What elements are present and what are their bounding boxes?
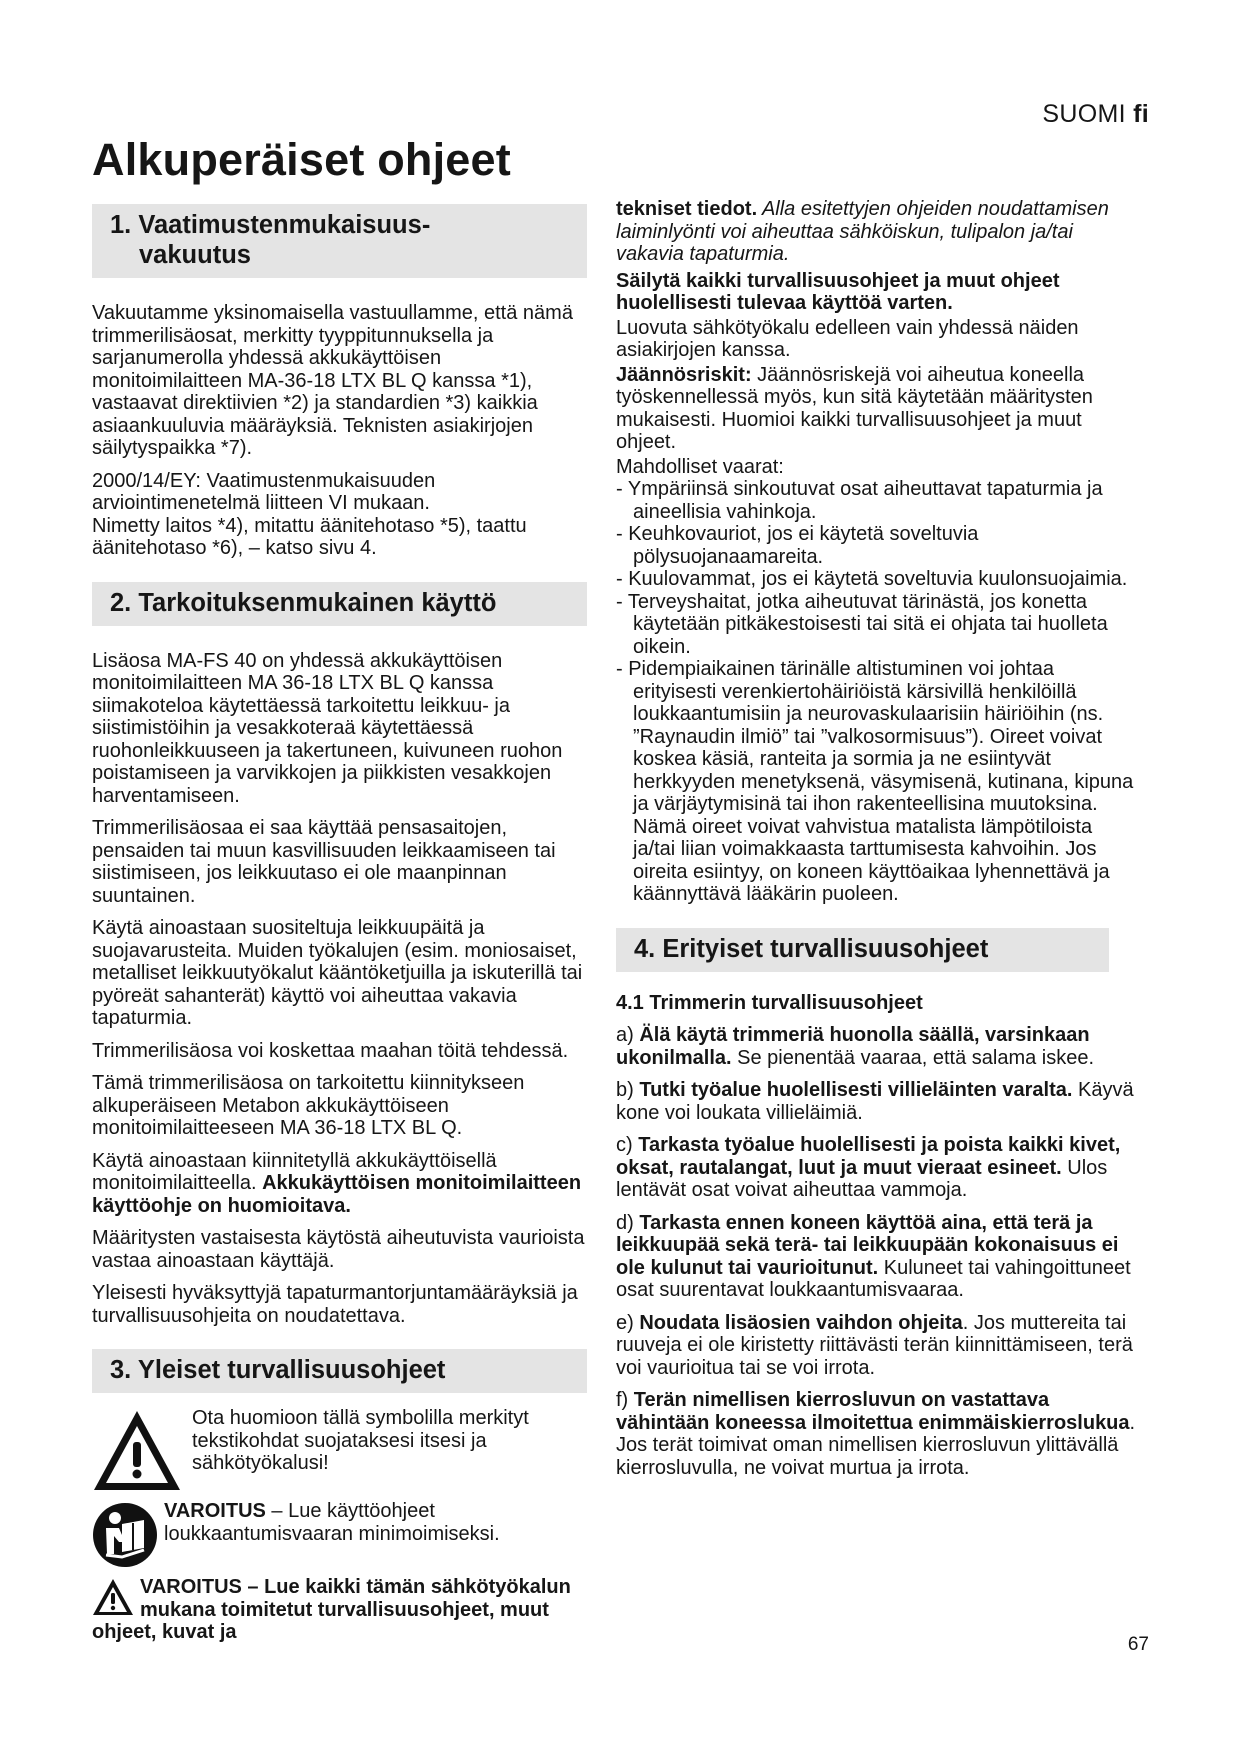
left-column	[92, 200, 587, 1644]
hazard-item: - Keuhkovauriot, jos ei käytetä soveltuvia pölysuojanaamareita.	[616, 523, 979, 568]
hazards-list	[616, 456, 1136, 906]
rule-text: Käyvä kone voi loukata villieläimiä.	[616, 1079, 1134, 1124]
section-3-heading	[92, 1349, 587, 1393]
warning-continuation-italic: Alla esitettyjen ohjeiden noudattamisen laiminlyönti voi aiheuttaa sähköiskun, tulipalon ja/tai vakavia tapaturmia.	[616, 198, 1109, 265]
language-name: SUOMI	[1042, 100, 1126, 128]
warning-triangle-small-icon	[92, 1578, 134, 1616]
rule-letter: f)	[616, 1389, 629, 1411]
section-2-number: 2.	[110, 588, 132, 617]
rule-letter: b)	[616, 1079, 634, 1101]
read-manual-icon	[92, 1502, 158, 1568]
symbol-notice-text: Ota huomioon tällä symbolilla merkityt tekstikohdat suojataksesi itsesi ja sähkötyökalusi!	[192, 1407, 529, 1474]
residual-risks-label: Jäännösriskit:	[616, 363, 752, 386]
rule-text: . Jos muttereita tai ruuveja ei ole kiristetty riittävästi terän kiinnittämiseen, terä voi vaurioitua tai se voi irrota.	[616, 1311, 1133, 1379]
hazards-title: Mahdolliset vaarat:	[616, 455, 784, 478]
section-2-heading	[92, 582, 587, 626]
hazard-item: - Kuulovammat, jos ei käytetä soveltuvia kuulonsuojaimia.	[616, 568, 1128, 590]
manual-warning	[92, 1500, 587, 1568]
rule-item-b	[616, 1079, 1136, 1124]
rule-item-e	[616, 1312, 1136, 1380]
section-2-paragraph-3: Käytä ainoastaan suositeltuja leikkuupäitä ja suojavarusteita. Muiden työkalujen (esim. moniosaiset, metalliset leikkuutyökalut kääntöketjuilla ja iskuterillä tai pyöreät sahanterät) käyttö voi aiheuttaa vakavia tapaturmia.	[92, 917, 583, 1029]
rule-bold: Noudata lisäosien vaihdon ohjeita	[639, 1311, 963, 1334]
rule-bold: Terän nimellisen kierrosluvun on vastattava vähintään koneessa ilmoitettua enimmäiskierroslukua	[616, 1389, 1130, 1434]
rule-item-f	[616, 1389, 1136, 1479]
section-2-paragraph-5: Tämä trimmerilisäosa on tarkoitettu kiinnitykseen alkuperäiseen Metabon akkukäyttöiseen monitoimilaitteeseen MA 36-18 LTX BL Q.	[92, 1072, 525, 1139]
rule-text: Kuluneet tai vahingoittuneet osat suurentavat loukkaantumisvaaraa.	[616, 1256, 1131, 1301]
rule-text: Ulos lentävät osat voivat aiheuttaa vammoja.	[616, 1156, 1108, 1201]
rule-bold: Älä käytä trimmeriä huonolla säällä, varsinkaan ukonilmalla.	[616, 1024, 1090, 1069]
rule-item-c	[616, 1134, 1136, 1202]
section-2-paragraph-1: Lisäosa MA-FS 40 on yhdessä akkukäyttöisen monitoimilaitteen MA 36-18 LTX BL Q kanssa siimakoteloa käytettäessä tarkoitettu leikkuu- ja siistimistöihin ja vesakkoteraä käytettäessä ruohonleikkuuseen ja takertuneen, kuivuneen ruohon poistamiseen ja varvikkojen ja piikkisten vesakkojen harventamiseen.	[92, 649, 563, 807]
section-1-number: 1.	[110, 211, 132, 239]
handover-text: Luovuta sähkötyökalu edelleen vain yhdessä näiden asiakirjojen kanssa.	[616, 316, 1079, 361]
section-2-title: Tarkoituksenmukainen käyttö	[138, 588, 497, 617]
section-1-title-line2: vakuutus	[139, 241, 251, 269]
warning-label: VAROITUS	[164, 1500, 266, 1522]
rule-letter: a)	[616, 1024, 634, 1046]
hazard-item: - Terveyshaitat, jotka aiheutuvat tärinästä, jos konetta käytetään pitkäkestoisesti tai sitä ei ohjata tai huolleta oikein.	[616, 590, 1108, 658]
section-4-title: Erityiset turvallisuusohjeet	[662, 934, 989, 963]
language-label	[1042, 100, 1149, 129]
section-3-number: 3.	[110, 1356, 132, 1384]
safety-warning	[92, 1576, 587, 1644]
section-1-paragraph-1: Vakuutamme yksinomaisella vastuullamme, että nämä trimmerilisäosat, merkitty tyyppitunnuksella ja sarjanumerolla yhdessä akkukäyttöisen monitoimilaitteen MA-36-18 LTX BL Q kanssa *1), vastaavat direktiivien *2) ja standardien *3) kaikkia asiaankuuluvia määräyksiä. Teknisten asiakirjojen säilytyspaikka *7).	[92, 302, 573, 459]
symbol-notice	[92, 1407, 587, 1492]
rule-text: Se pienentää vaaraa, että salama iskee.	[731, 1046, 1095, 1069]
section-2-paragraph-2: Trimmerilisäosaa ei saa käyttää pensasaitojen, pensaiden tai muun kasvillisuuden leikkaamiseen tai siistimiseen, jos leikkuutaso ei ole maanpinnan suuntainen.	[92, 817, 556, 907]
page-title: Alkuperäiset ohjeet	[92, 134, 511, 185]
section-1-heading	[92, 204, 587, 278]
rule-letter: d)	[616, 1211, 634, 1234]
rule-item-a	[616, 1024, 1136, 1069]
section-2-paragraph-8: Yleisesti hyväksyttyjä tapaturmantorjuntamääräyksiä ja turvallisuusohjeita on noudatettava.	[92, 1282, 578, 1327]
warning-continuation	[616, 198, 1136, 266]
page-number: 67	[1127, 1634, 1149, 1655]
section-2-paragraph-6	[92, 1150, 587, 1218]
keep-instructions	[616, 270, 1136, 315]
right-column	[616, 198, 1136, 1489]
section-1-title-line1: Vaatimustenmukaisuus-	[138, 211, 431, 239]
rule-bold: Tarkasta työalue huolellisesti ja poista kaikki kivet, oksat, rautalangat, luut ja muut vieraat esineet.	[616, 1134, 1121, 1179]
rule-bold: Tutki työalue huolellisesti villieläinten varalta.	[639, 1079, 1073, 1101]
section-1-paragraph-2b: Nimetty laitos *4), mitattu äänitehotaso *5), taattu äänitehotaso *6), – katso sivu 4.	[92, 514, 527, 559]
manual-warning-body: – Lue käyttöohjeet loukkaantumisvaaran minimoimiseksi.	[164, 1500, 500, 1545]
residual-risks-text: Jäännösriskejä voi aiheutua koneella työskennellessä myös, kun sitä käytetään määritysten mukaisesti. Huomioi kaikki turvallisuusohjeet ja muut ohjeet.	[616, 363, 1093, 453]
warning-continuation-bold: tekniset tiedot.	[616, 198, 758, 220]
rule-text: . Jos terät toimivat oman nimellisen kierrosluvun ylittävällä kierrosluvulla, ne voivat murtua ja irrota.	[616, 1411, 1136, 1479]
section-3-title: Yleiset turvallisuusohjeet	[137, 1356, 446, 1384]
section-4-heading	[616, 928, 1109, 972]
subsection-4-1-title: 4.1 Trimmerin turvallisuusohjeet	[616, 991, 923, 1014]
hazard-item: - Ympäriinsä sinkoutuvat osat aiheuttavat tapaturmia ja aineellisia vahinkoja.	[616, 478, 1103, 523]
rule-item-d	[616, 1212, 1136, 1302]
section-2-paragraph-4: Trimmerilisäosa voi koskettaa maahan töitä tehdessä.	[92, 1039, 569, 1062]
section-2-paragraph-7: Määritysten vastaisesta käytöstä aiheutuvista vaurioista vastaa ainoastaan käyttäjä.	[92, 1227, 585, 1272]
section-1-paragraph-2a: 2000/14/EY: Vaatimustenmukaisuuden arviointimenetelmä liitteen VI mukaan.	[92, 469, 436, 514]
warning-triangle-icon	[92, 1409, 182, 1492]
rule-bold: Tarkasta ennen koneen käyttöä aina, että terä ja leikkuupää sekä terä- tai leikkuupään kokonaisuus ei ole kulunut tai vaurioitunut.	[616, 1211, 1119, 1279]
section-4-number: 4.	[634, 934, 656, 963]
section-2-paragraph-6-plain: Käytä ainoastaan kiinnitetyllä akkukäyttöisellä monitoimilaitteella.	[92, 1149, 497, 1194]
safety-warning-text: VAROITUS – Lue kaikki tämän sähkötyökalun mukana toimitetut turvallisuusohjeet, muut ohjeet, kuvat ja	[92, 1576, 571, 1643]
residual-risks	[616, 364, 1136, 454]
rule-letter: c)	[616, 1134, 633, 1156]
keep-instructions-bold: Säilytä kaikki turvallisuusohjeet ja muut ohjeet huolellisesti tulevaa käyttöä varten.	[616, 269, 1060, 314]
language-code: fi	[1133, 100, 1149, 128]
hazard-item: - Pidempiaikainen tärinälle altistuminen voi johtaa erityisesti verenkiertohäiriöistä kärsivillä henkilöillä loukkaantumisiin ja neurovaskulaarisiin häiriöihin (ns. ”Raynaudin ilmiö” tai ”valkosormisuus”). Oireet voivat koskea käsiä, ranteita ja sormia ja ne esiintyvät herkkyyden menetyksenä, väsymisenä, kutinana, kipuna ja värjäytymisinä tai ihon rakenteellisina muutoksina. Nämä oireet voivat vahvistua matalista lämpötiloista ja/tai liian voimakkaasta tarttumisesta kahvoihin. Jos oireita esiintyy, on koneen käyttöaikaa lyhennettävä ja käännyttävä lääkärin puoleen.	[616, 658, 1134, 905]
manual-warning-text	[164, 1500, 587, 1545]
section-2-paragraph-6-bold: Akkukäyttöisen monitoimilaitteen käyttöohje on huomioitava.	[92, 1172, 582, 1217]
rule-letter: e)	[616, 1311, 634, 1334]
